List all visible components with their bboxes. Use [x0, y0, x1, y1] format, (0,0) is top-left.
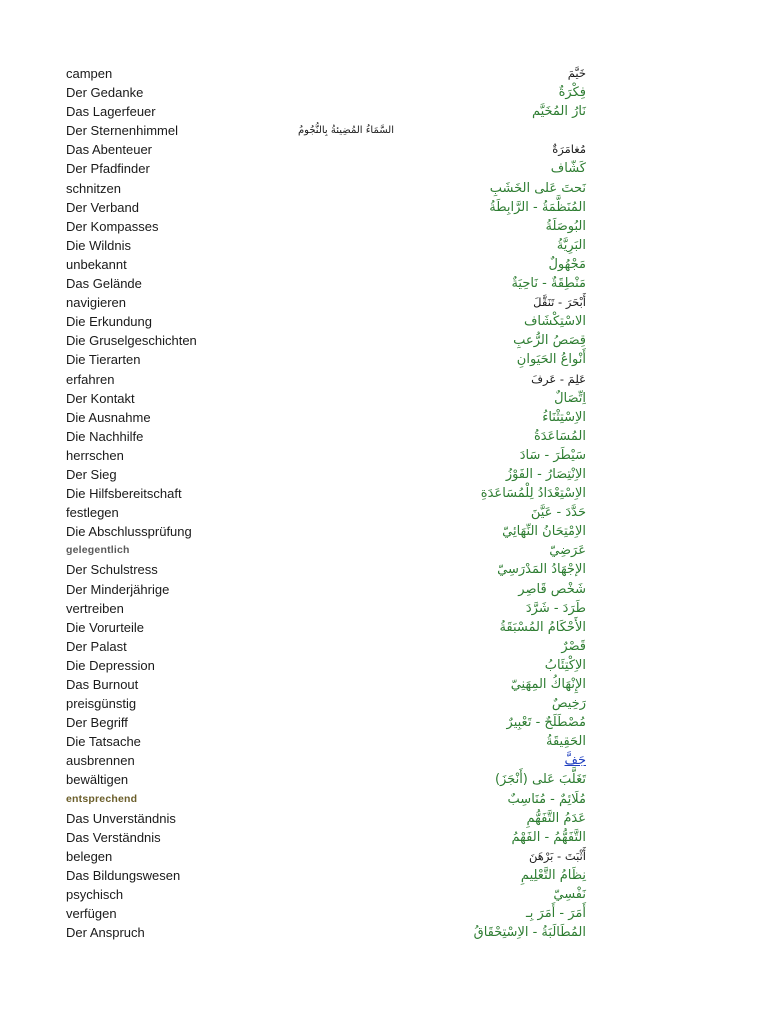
vocab-row [66, 64, 586, 83]
arabic-translation: فِكْرَةٌ [558, 85, 586, 101]
german-term: Der Pfadfinder [66, 161, 150, 177]
arabic-translation: الأَحْكَامُ المُسْبَقَةُ [499, 619, 586, 635]
german-term: belegen [66, 848, 113, 864]
german-term: bewältigen [66, 772, 129, 788]
vocab-row [66, 675, 586, 694]
german-term: Der Gedanke [66, 85, 144, 101]
arabic-translation: كَشّاف [550, 161, 586, 177]
arabic-translation: أَمَرَ - أَمَرَ بِـ [525, 906, 586, 922]
german-term: Die Nachhilfe [66, 428, 144, 444]
vocab-row [66, 198, 586, 217]
german-term: herrschen [66, 447, 124, 463]
vocab-row [66, 370, 586, 389]
vocab-row [66, 140, 586, 159]
vocab-row [66, 599, 586, 618]
arabic-translation: المُطَالَبَةُ - الاِسْتِحْقَاقُ [473, 925, 586, 941]
vocab-row [66, 694, 586, 713]
vocab-row [66, 427, 586, 446]
arabic-translation: الاسْتِكْشَاف [523, 314, 586, 330]
arabic-translation: عَرَضِيّ [549, 543, 586, 559]
vocab-row [66, 83, 586, 102]
arabic-translation: البَرِيَّةُ [556, 237, 586, 253]
german-term: Der Anspruch [66, 925, 145, 941]
vocab-row [66, 312, 586, 331]
vocab-row [66, 446, 586, 465]
vocab-row [66, 408, 586, 427]
german-term: Der Schulstress [66, 562, 158, 578]
arabic-translation: نَارُ المُخَيَّم [531, 104, 586, 120]
german-term: preisgünstig [66, 696, 137, 712]
vocab-row [66, 618, 586, 637]
vocab-row [66, 522, 586, 541]
arabic-translation: مُغامَرَةٌ [552, 142, 586, 157]
vocab-row [66, 580, 586, 599]
german-term: vertreiben [66, 600, 124, 616]
arabic-translation: التَّفَهُّمُ - الفَهْمُ [511, 829, 586, 845]
arabic-translation: الاِسْتِعْدَادُ لِلْمُسَاعَدَةِ [480, 486, 586, 502]
german-term: Das Lagerfeuer [66, 104, 156, 120]
arabic-translation: البُوصَلَةُ [545, 218, 586, 234]
arabic-translation: الاِنْتِصَارُ - الفَوْزُ [505, 466, 586, 482]
german-term: erfahren [66, 371, 115, 387]
arabic-translation: المُنَظَّمَةُ - الرَّابِطَةُ [489, 199, 586, 215]
german-term: Der Sieg [66, 466, 117, 482]
arabic-translation: شَخْص قَاصِر [518, 581, 586, 597]
vocab-row [66, 541, 586, 560]
german-term: Die Tatsache [66, 734, 141, 750]
vocab-row [66, 866, 586, 885]
arabic-translation: الإِنْهَاكُ المِهَنِيّ [510, 677, 586, 692]
vocab-row [66, 790, 586, 809]
arabic-translation: رَخِيصٌ [551, 696, 586, 712]
german-term: Das Gelände [66, 276, 142, 292]
german-term: Die Ausnahme [66, 409, 151, 425]
vocab-row [66, 732, 586, 751]
vocab-row [66, 847, 586, 866]
arabic-translation: مَجْهُولٌ [548, 256, 586, 272]
vocab-row [66, 637, 586, 656]
vocabulary-list [66, 64, 586, 942]
arabic-translation: الإجْهَادُ المَدْرَسِيّ [497, 562, 586, 578]
arabic-translation: حَدَّدَ - عَيَّنَ [530, 505, 586, 521]
vocab-row [66, 923, 586, 942]
arabic-translation: أَنْواعُ الحَيَوانِ [516, 352, 586, 368]
vocab-row [66, 331, 586, 350]
arabic-translation: اِتِّصَالٌ [554, 390, 586, 406]
german-term: Die Vorurteile [66, 619, 145, 635]
german-term: Die Gruselgeschichten [66, 333, 197, 349]
vocab-row [66, 465, 586, 484]
vocab-row [66, 389, 586, 408]
german-term: Der Kontakt [66, 390, 135, 406]
german-term: Die Hilfsbereitschaft [66, 486, 182, 502]
german-term: Das Abenteuer [66, 142, 153, 158]
arabic-translation: جَفَّ [564, 753, 586, 769]
german-term: entsprechend [66, 792, 138, 805]
arabic-translation: الاِكْتِئَابُ [544, 657, 586, 673]
arabic-translation: نِظَامُ التَّعْلِيمِ [520, 867, 586, 883]
vocab-row [66, 484, 586, 503]
arabic-translation: قِصَصُ الرُّعبِ [513, 333, 586, 349]
german-term: Der Sternenhimmel [66, 123, 178, 139]
vocab-row [66, 350, 586, 369]
vocab-row [66, 293, 586, 312]
vocab-row [66, 904, 586, 923]
vocab-row [66, 809, 586, 828]
vocab-row [66, 656, 586, 675]
vocab-row [66, 255, 586, 274]
german-term: festlegen [66, 505, 119, 521]
vocab-row [66, 217, 586, 236]
german-term: Der Minderjährige [66, 581, 170, 597]
german-term: navigieren [66, 295, 126, 311]
german-term: schnitzen [66, 180, 121, 196]
arabic-translation: عَدَمُ التَّفَهُّمِ [526, 810, 586, 826]
arabic-translation: نَفْسِيّ [553, 887, 586, 903]
german-term: campen [66, 66, 113, 81]
german-term: Die Erkundung [66, 314, 152, 330]
german-term: verfügen [66, 906, 117, 922]
german-term: Das Burnout [66, 677, 139, 692]
arabic-translation: تَغَلَّبَ عَلى (أَنْجَزَ) [494, 772, 586, 788]
arabic-translation: الحَقِيقَةُ [545, 734, 586, 750]
german-term: ausbrennen [66, 753, 135, 769]
vocab-row [66, 828, 586, 847]
arabic-translation: سَيْطَرَ - سَادَ [519, 447, 586, 463]
arabic-translation: مُلَائِمٌ - مُنَاسِبٌ [507, 791, 586, 807]
arabic-translation: السَّمَاءُ المُضِيئةُ بِالنُّجُومُ [297, 125, 394, 137]
vocab-row [66, 713, 586, 732]
arabic-translation: الاِسْتِثْنَاءُ [542, 409, 586, 425]
arabic-translation: نَحتَ عَلى الخَشَبِ [489, 180, 586, 196]
vocab-row [66, 560, 586, 579]
arabic-translation: مُصْطَلَحٌ - تَعْبِيرٌ [506, 715, 586, 731]
arabic-translation: مَنْطِقَةٌ - نَاحِيَةٌ [511, 276, 586, 292]
arabic-translation: الاِمْتِحَانُ النِّهَائِيّ [502, 524, 586, 540]
german-term: Die Wildnis [66, 237, 132, 253]
arabic-translation: أَبْحَرَ - تَنَقَّلَ [533, 295, 586, 310]
german-term: Das Unverständnis [66, 810, 176, 826]
arabic-translation: خَيَّمَ [567, 66, 586, 80]
vocab-row [66, 770, 586, 789]
vocab-row [66, 503, 586, 522]
german-term: Das Verständnis [66, 829, 161, 845]
german-term: psychisch [66, 887, 124, 903]
german-term: unbekannt [66, 256, 127, 272]
vocab-row [66, 179, 586, 198]
german-term: Die Abschlussprüfung [66, 524, 192, 540]
german-term: gelegentlich [66, 544, 130, 557]
german-term: Der Palast [66, 638, 127, 654]
vocab-row [66, 274, 586, 293]
german-term: Der Begriff [66, 715, 128, 731]
vocab-row [66, 102, 586, 121]
arabic-translation: قَصْرٌ [561, 638, 586, 654]
german-term: Der Verband [66, 199, 139, 215]
arabic-translation: المُسَاعَدَةُ [533, 428, 586, 444]
german-term: Das Bildungswesen [66, 867, 181, 883]
vocab-row [66, 236, 586, 255]
vocab-row [66, 159, 586, 178]
arabic-translation: عَلِمَ - عَرفَ [531, 371, 586, 386]
arabic-translation: طَرَدَ - شَرَّدَ [525, 600, 586, 616]
vocab-row [66, 885, 586, 904]
german-term: Die Tierarten [66, 352, 141, 368]
arabic-translation: أَثْبَتَ - بَرْهَنَ [529, 848, 586, 863]
german-term: Der Kompasses [66, 218, 159, 234]
vocab-row [66, 121, 586, 140]
german-term: Die Depression [66, 657, 155, 673]
vocab-row [66, 751, 586, 770]
